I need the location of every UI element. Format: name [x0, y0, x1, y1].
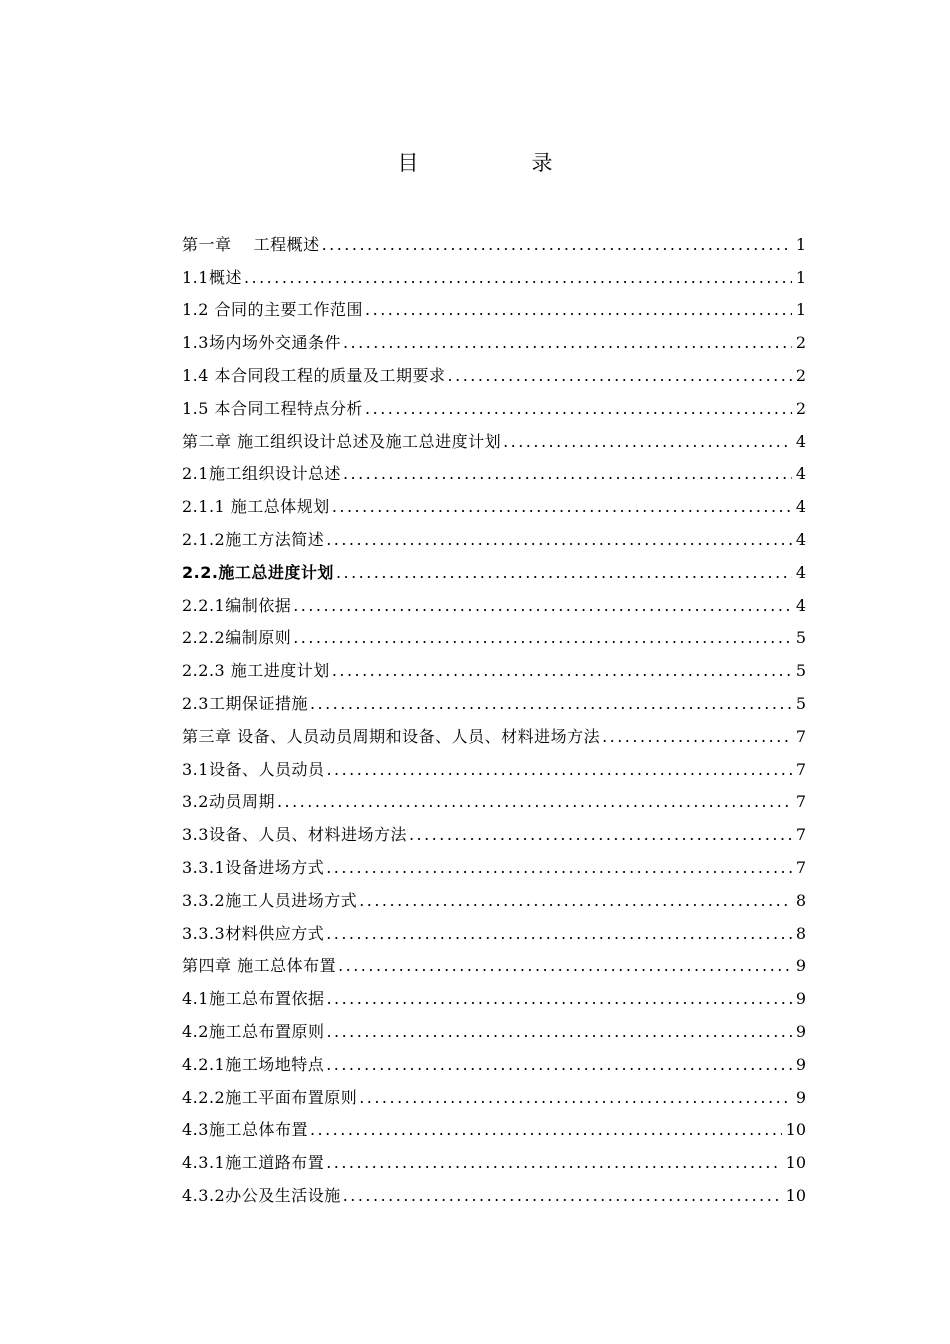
toc-entry[interactable]: [182, 648, 806, 681]
toc-entry[interactable]: [182, 550, 806, 583]
toc-dot-leader: [336, 563, 792, 583]
toc-entry-label: 3.3设备、人员、材料进场方法: [182, 825, 407, 845]
toc-entry[interactable]: [182, 812, 806, 845]
toc-dot-leader: [503, 432, 792, 452]
toc-entry-page-number: 5: [795, 661, 806, 681]
toc-entry-page-number: 10: [785, 1185, 806, 1205]
toc-entry[interactable]: [182, 944, 806, 977]
toc-dot-leader: [359, 891, 792, 911]
toc-entry[interactable]: [182, 484, 806, 517]
toc-entry-page-number: 7: [795, 759, 806, 779]
toc-entry-label: 2.2.施工总进度计划: [182, 562, 334, 582]
toc-entry-label: 3.3.1设备进场方式: [182, 857, 325, 877]
toc-entry-label: 4.3.1施工道路布置: [182, 1153, 325, 1173]
toc-dot-leader: [326, 858, 792, 878]
toc-entry-page-number: 4: [795, 562, 806, 582]
toc-entry-label: 2.2.2编制原则: [182, 628, 292, 648]
toc-dot-leader: [332, 661, 792, 681]
toc-entry-page-number: 7: [795, 857, 806, 877]
toc-entry-page-number: 2: [795, 398, 806, 418]
toc-entry-page-number: 9: [795, 1021, 806, 1041]
toc-entry-label: 4.1施工总布置依据: [182, 989, 325, 1009]
toc-entry[interactable]: [182, 452, 806, 485]
toc-entry-page-number: 8: [795, 923, 806, 943]
toc-dot-leader: [332, 497, 792, 517]
toc-entry-label: 4.2.2施工平面布置原则: [182, 1087, 358, 1107]
toc-entry-label: 4.2.1施工场地特点: [182, 1054, 325, 1074]
toc-entry-label: 3.3.3材料供应方式: [182, 923, 325, 943]
toc-entry-page-number: 9: [795, 1087, 806, 1107]
toc-dot-leader: [359, 1088, 792, 1108]
toc-dot-leader: [409, 825, 792, 845]
toc-entry-page-number: 2: [795, 333, 806, 353]
toc-entry-page-number: 8: [795, 890, 806, 910]
toc-entry[interactable]: [182, 1173, 806, 1206]
toc-entry-page-number: 9: [795, 989, 806, 1009]
toc-dot-leader: [244, 268, 792, 288]
toc-entry[interactable]: [182, 222, 806, 255]
toc-dot-leader: [326, 989, 791, 1009]
toc-entry-label: 1.3场内场外交通条件: [182, 333, 341, 353]
toc-dot-leader: [343, 333, 792, 353]
toc-entry[interactable]: [182, 911, 806, 944]
toc-dot-leader: [310, 1120, 782, 1140]
table-of-contents: [182, 222, 806, 1206]
toc-entry[interactable]: [182, 1108, 806, 1141]
toc-entry-label: 2.2.3 施工进度计划: [182, 661, 330, 681]
toc-entry-label: 1.2 合同的主要工作范围: [182, 300, 364, 320]
toc-entry-page-number: 9: [795, 1054, 806, 1074]
toc-entry-label: 3.2动员周期: [182, 792, 275, 812]
toc-entry-page-number: 2: [795, 365, 806, 385]
toc-entry-label: 2.1.2施工方法简述: [182, 529, 325, 549]
toc-entry-label: 1.1概述: [182, 267, 242, 287]
toc-dot-leader: [310, 694, 792, 714]
toc-dot-leader: [365, 300, 792, 320]
toc-entry[interactable]: [182, 616, 806, 649]
toc-entry-label: 2.1施工组织设计总述: [182, 464, 341, 484]
toc-entry-page-number: 4: [795, 431, 806, 451]
toc-entry[interactable]: [182, 1075, 806, 1108]
toc-entry[interactable]: [182, 714, 806, 747]
toc-entry-page-number: 4: [795, 595, 806, 615]
toc-entry-page-number: 10: [785, 1120, 806, 1140]
toc-entry[interactable]: [182, 976, 806, 1009]
page-title: 目 录: [397, 151, 599, 175]
toc-entry[interactable]: [182, 747, 806, 780]
toc-entry-page-number: 5: [795, 628, 806, 648]
toc-entry-label: 1.4 本合同段工程的质量及工期要求: [182, 365, 446, 385]
toc-entry-label: 2.2.1编制依据: [182, 595, 292, 615]
toc-entry-label: 4.3.2办公及生活设施: [182, 1185, 341, 1205]
toc-dot-leader: [365, 399, 792, 419]
toc-entry-page-number: 5: [795, 693, 806, 713]
toc-entry-page-number: 7: [795, 726, 806, 746]
toc-entry-page-number: 1: [795, 234, 806, 254]
toc-dot-leader: [343, 1186, 782, 1206]
toc-entry-label: 4.2施工总布置原则: [182, 1021, 325, 1041]
toc-dot-leader: [326, 1022, 791, 1042]
toc-entry-label: 第四章 施工总体布置: [182, 956, 337, 976]
toc-entry-label: 第一章 工程概述: [182, 234, 320, 254]
toc-entry[interactable]: [182, 878, 806, 911]
toc-entry-page-number: 7: [795, 825, 806, 845]
toc-entry[interactable]: [182, 386, 806, 419]
toc-dot-leader: [322, 235, 792, 255]
toc-dot-leader: [277, 792, 792, 812]
toc-entry[interactable]: [182, 1140, 806, 1173]
toc-dot-leader: [602, 727, 792, 747]
toc-dot-leader: [293, 628, 792, 648]
toc-entry[interactable]: [182, 517, 806, 550]
toc-entry-page-number: 1: [795, 267, 806, 287]
toc-dot-leader: [326, 530, 792, 550]
toc-dot-leader: [326, 1055, 792, 1075]
toc-entry-label: 2.1.1 施工总体规划: [182, 497, 330, 517]
toc-entry-page-number: 1: [795, 300, 806, 320]
toc-entry-label: 3.1设备、人员动员: [182, 759, 325, 779]
toc-entry-page-number: 7: [795, 792, 806, 812]
toc-entry[interactable]: [182, 353, 806, 386]
toc-dot-leader: [343, 464, 792, 484]
toc-dot-leader: [448, 366, 792, 386]
toc-entry-label: 2.3工期保证措施: [182, 693, 308, 713]
toc-entry-label: 第二章 施工组织设计总述及施工总进度计划: [182, 431, 502, 451]
toc-entry-page-number: 10: [785, 1153, 806, 1173]
toc-entry-label: 4.3施工总体布置: [182, 1120, 308, 1140]
toc-dot-leader: [326, 760, 791, 780]
toc-entry-page-number: 4: [795, 529, 806, 549]
toc-entry[interactable]: [182, 1009, 806, 1042]
toc-entry-page-number: 9: [795, 956, 806, 976]
toc-entry[interactable]: [182, 780, 806, 813]
toc-entry-label: 3.3.2施工人员进场方式: [182, 890, 358, 910]
toc-entry[interactable]: [182, 681, 806, 714]
toc-entry[interactable]: [182, 320, 806, 353]
toc-entry[interactable]: [182, 583, 806, 616]
toc-dot-leader: [293, 596, 792, 616]
toc-entry-page-number: 4: [795, 464, 806, 484]
toc-entry-label: 第三章 设备、人员动员周期和设备、人员、材料进场方法: [182, 726, 601, 746]
toc-dot-leader: [338, 956, 792, 976]
toc-entry-label: 1.5 本合同工程特点分析: [182, 398, 364, 418]
toc-entry[interactable]: [182, 845, 806, 878]
toc-dot-leader: [326, 924, 792, 944]
toc-entry-page-number: 4: [795, 497, 806, 517]
toc-dot-leader: [326, 1153, 781, 1173]
toc-entry[interactable]: [182, 288, 806, 321]
toc-entry[interactable]: [182, 419, 806, 452]
toc-entry[interactable]: [182, 255, 806, 288]
toc-entry[interactable]: [182, 1042, 806, 1075]
